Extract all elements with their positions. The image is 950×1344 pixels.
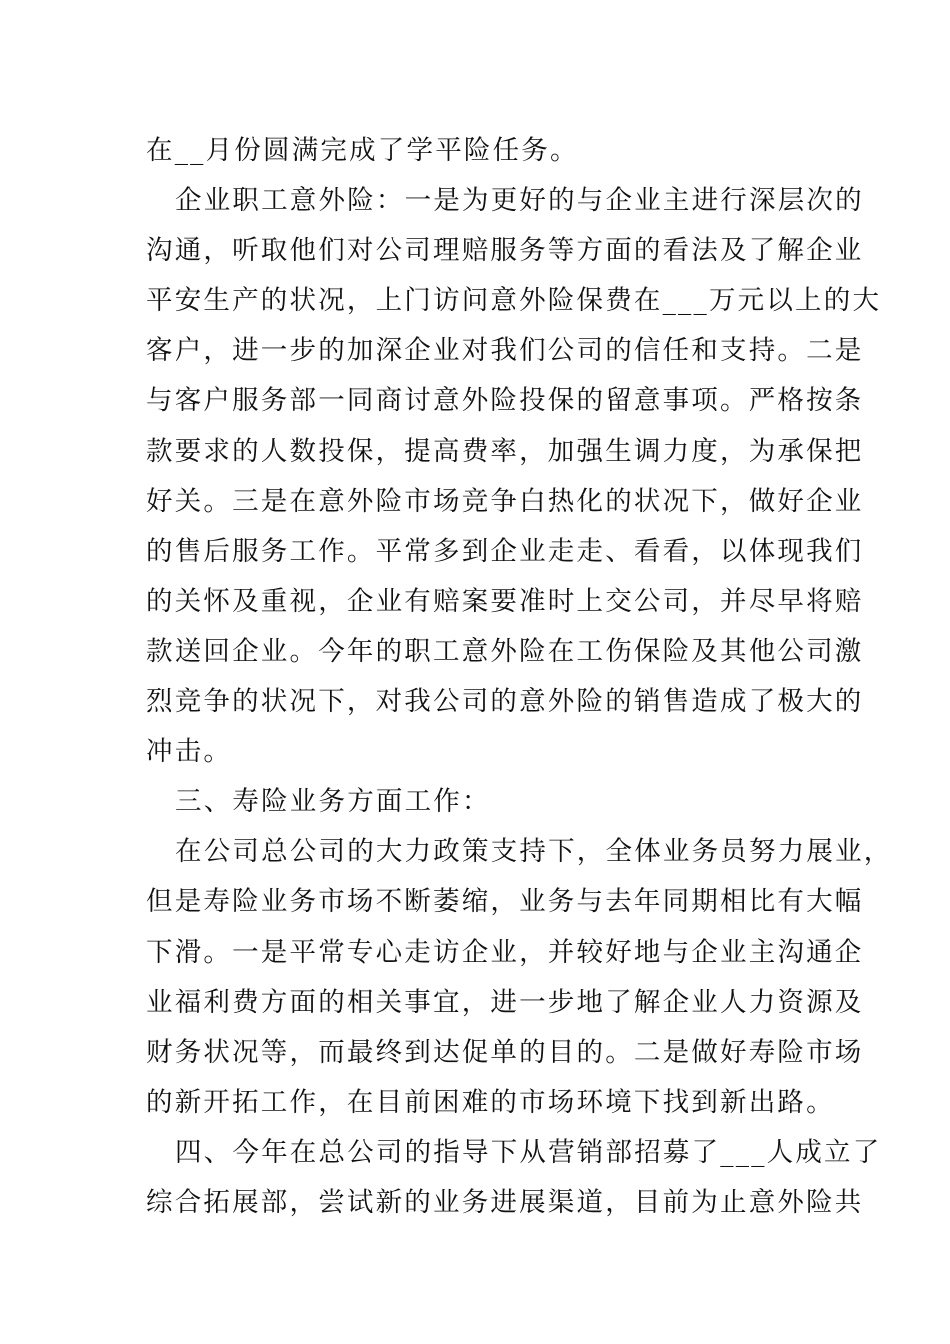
- text-line: 企业职工意外险：一是为更好的与企业主进行深层次的: [175, 185, 864, 217]
- text-line: 综合拓展部，尝试新的业务进展渠道，目前为止意外险共: [146, 1186, 864, 1218]
- paragraph-employee-accident-insurance: [146, 176, 882, 777]
- text-line: 款送回企业。今年的职工意外险在工伤保险及其他公司激: [146, 635, 864, 667]
- text-line: 冲击。: [146, 736, 233, 768]
- text-line: 在公司总公司的大力政策支持下，全体业务员努力展业，: [175, 836, 893, 868]
- text-line: 好关。三是在意外险市场竞争白热化的状况下，做好企业: [146, 485, 864, 517]
- text-line: 四、今年在总公司的指导下从营销部招募了___人成立了: [175, 1136, 882, 1168]
- text-line: 的新开拓工作，在目前困难的市场环境下找到新出路。: [146, 1086, 835, 1118]
- document-body: [146, 126, 893, 1228]
- text-line: 与客户服务部一同商讨意外险投保的留意事项。严格按条: [146, 385, 864, 417]
- text-line: 业福利费方面的相关事宜，进一步地了解企业人力资源及: [146, 986, 864, 1018]
- text-line: 平安生产的状况，上门访问意外险保费在___万元以上的大: [146, 285, 882, 317]
- text-line: 在__月份圆满完成了学平险任务。: [146, 135, 579, 166]
- paragraph-recruitment: [146, 1128, 882, 1228]
- text-line: 三、寿险业务方面工作：: [175, 786, 491, 818]
- text-line: 但是寿险业务市场不断萎缩，业务与去年同期相比有大幅: [146, 886, 864, 918]
- text-line: 的关怀及重视，企业有赔案要准时上交公司，并尽早将赔: [146, 585, 864, 617]
- paragraph-student-insurance: [146, 126, 806, 176]
- text-line: 客户，进一步的加深企业对我们公司的信任和支持。二是: [146, 335, 864, 367]
- text-line: 款要求的人数投保，提高费率，加强生调力度，为承保把: [146, 435, 864, 467]
- section-heading-life-insurance: [146, 777, 806, 827]
- paragraph-life-insurance: [146, 827, 893, 1128]
- text-line: 沟通，听取他们对公司理赔服务等方面的看法及了解企业: [146, 235, 864, 267]
- text-line: 下滑。一是平常专心走访企业，并较好地与企业主沟通企: [146, 936, 864, 968]
- text-line: 的售后服务工作。平常多到企业走走、看看，以体现我们: [146, 535, 864, 567]
- text-line: 财务状况等，而最终到达促单的目的。二是做好寿险市场: [146, 1036, 864, 1068]
- text-line: 烈竞争的状况下，对我公司的意外险的销售造成了极大的: [146, 686, 864, 718]
